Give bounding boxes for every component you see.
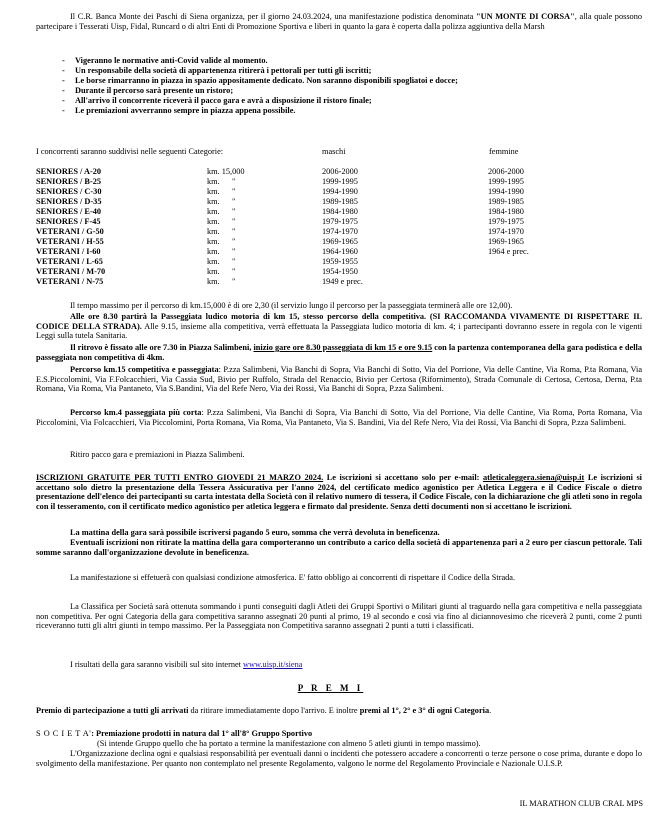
email-link[interactable]: atleticaleggera.siena@uisp.it bbox=[482, 473, 585, 482]
percorso-4: Percorso km.4 passeggiata più corta: P.zza Salimbeni, Via Banchi di Sopra, Via Banchi di Sotto, Via del Porrione, Via delle Cantine, Via Roma, Porta Romana, Via Piccolomini, Via Folcacchieri, Via Piccolomini, Porta Romana, Via Roma, Via Pantaneto, Via S. Bandini, Via del Refe Nero, Via dei Rossi, Via Banchi di Sopra, P.zza Salimbeni. bbox=[36, 408, 642, 427]
rule-item: - All'arrivo il concorrente riceverà il pacco gara e avrà a disposizione il ristoro finale; bbox=[62, 96, 372, 105]
table-row: SENIORES / D-35 km. " 1989-1985 1989-1985 bbox=[36, 197, 524, 206]
footer-signature: IL MARATHON CLUB CRAL MPS bbox=[519, 799, 643, 808]
uisp-link[interactable]: www.uisp.it/siena bbox=[243, 660, 303, 669]
table-row: SENIORES / E-40 km. " 1984-1980 1984-1980 bbox=[36, 207, 524, 216]
rule-item: - Vigeranno le normative anti-Covid valide al momento. bbox=[62, 56, 268, 65]
percorso-15: Percorso km.15 competitiva e passeggiata: P.zza Salimbeni, Via Banchi di Sopra, Via Banchi di Sotto, Via del Porrione, Via delle Cantine, Via Roma, P.ta Romana, Via E.S.Piccolomini, Via F.Folcacchieri, Via Cassia Sud, Bivio per Ruffolo, Strada del Renaccio, Bivio per Certosa (Rifornimento), Strada Comunale di Certosa, Certosa, Derna, P.ta Romana, Via Roma, Via Pantaneto, Via S.Bandini, Via del Refe Nero, Via dei Rossi, Via Banchi di Sopra, P.zza Salimbeni. bbox=[36, 365, 643, 394]
female-header: femmine bbox=[489, 147, 519, 156]
iscrizioni-paragraph: ISCRIZIONI GRATUITE PER TUTTI ENTRO GIOVEDI 21 MARZO 2024. Le iscrizioni si accettano solo per e-mail: atleticaleggera.siena@uisp.it Le iscrizioni si accettano solo dietro la presentazione della Tessera Assicurativa per l'anno 2024, del certificato medico agonistico per Atletica Leggera e il Codice Fiscale o dietro presentazione dell'elenco dei partecipanti su carta intestata della Società con il relativo numero di tessera, il Codice Fiscale, con la dichiarazione che gli atleti sono in regola con il tesseramento, con il certificato medico agonistico per atletica leggera e firmato dal presidente. Senza detti documenti non si accettano le iscrizioni. bbox=[36, 473, 642, 511]
rule-item: - Durante il percorso sarà presente un ristoro; bbox=[62, 86, 234, 95]
premi-paragraph: Premio di partecipazione a tutti gli arrivati da ritirare immediatamente dopo l'arrivo. E inoltre premi al 1°, 2° e 3° di ogni Categoria. bbox=[36, 706, 492, 715]
societa-note: (Si intende Gruppo quello che ha portato a termine la manifestazione con almeno 5 atleti giunti in tempo massimo). bbox=[97, 739, 481, 748]
passeggiata-paragraph: Alle ore 8.30 partirà la Passeggiata ludico motoria di km 15, stesso percorso della competitiva. (SI RACCOMANDA VIVAMENTE DI RISPETTARE IL CODICE DELLA STRADA). Alle 9.15, insieme alla competitiva, verrà effettuata la Passeggiata ludico motoria di km. 4; i partecipanti dovranno essere in regola con le vigenti Leggi sulla tutela Sanitaria. bbox=[36, 312, 642, 341]
table-row: VETERANI / H-55 km. " 1969-1965 1969-1965 bbox=[36, 237, 524, 246]
table-row: SENIORES / B-25 km. " 1999-1995 1999-1995 bbox=[36, 177, 524, 186]
tempo-massimo: Il tempo massimo per il percorso di km.15,000 è di ore 2,30 (il servizio lungo il percorso per la passeggiata terminerà alle ore 12,00). bbox=[70, 301, 513, 310]
risultati-paragraph: I risultati della gara saranno visibili sul sito internet www.uisp.it/siena bbox=[70, 660, 303, 669]
rule-item: - Un responsabile della società di appartenenza ritirerà i pettorali per tutti gli iscritti; bbox=[62, 66, 372, 75]
rule-item: - Le borse rimarranno in piazza in spazio appositamente dedicato. Non saranno disponibili spogliatoi e docce; bbox=[62, 76, 458, 85]
table-row: VETERANI / I-60 km. " 1964-1960 1964 e prec. bbox=[36, 247, 529, 256]
responsabilita-paragraph: L'Organizzazione declina ogni e qualsiasi responsabilità per eventuali danni o incidenti che potessero accadere a concorrenti o terze persone o cose prima, durante e dopo lo svolgimento della manifestazione. Per quanto non contemplato nel presente Regolamento, valgono le norme del Regolamento Provinciale e Nazionale U.I.S.P. bbox=[36, 749, 642, 768]
rule-item: - Le premiazioni avverranno sempre in piazza appena possibile. bbox=[62, 106, 296, 115]
ritrovo-paragraph: Il ritrovo è fissato alle ore 7.30 in Piazza Salimbeni, inizio gare ore 8.30 passeggiata di km 15 e ore 9.15 con la partenza contemporanea della gara podistica e della passeggiata non competitiva di 4km. bbox=[36, 343, 642, 362]
table-row: SENIORES / A-20 km. 15,000 2006-2000 2006-2000 bbox=[36, 167, 524, 176]
categories-label: I concorrenti saranno suddivisi nelle seguenti Categorie: bbox=[36, 147, 224, 156]
table-row: VETERANI / N-75 km. " 1949 e prec. bbox=[36, 277, 363, 286]
intro-paragraph bbox=[36, 12, 642, 31]
table-row: VETERANI / M-70 km. " 1954-1950 bbox=[36, 267, 358, 276]
mattina-paragraph: La mattina della gara sarà possibile iscriversi pagando 5 euro, somma che verrà devoluta in beneficenza. bbox=[70, 528, 440, 537]
ritiro-pacco: Ritiro pacco gara e premiazioni in Piazza Salimbeni. bbox=[70, 450, 245, 459]
intro-text: Il C.R. Banca Monte dei Paschi di Siena organizza, per il giorno 24.03.2024, una manifestazione podistica denominata bbox=[70, 12, 476, 21]
intro-text-2: , alla quale possono partecipare i Tesserati Uisp, Fidal, Runcard o di altri Enti di Promozione Sportiva e liberi in quanto la gara è coperta dalla polizza aggiuntiva della Marsh bbox=[36, 12, 642, 31]
rules-list bbox=[62, 56, 622, 116]
societa-line: S O C I E T A': Premiazione prodotti in natura dal 1° all'8° Gruppo Sportivo bbox=[36, 729, 313, 738]
classifica-paragraph: La Classifica per Società sarà ottenuta sommando i punti conseguiti dagli Atleti dei Gruppi Sportivi o Militari giunti al traguardo nella gara competitiva e nella passeggiata non competitiva. Per ogni Categoria della gara competitiva saranno assegnati 20 punti al primo, 19 al secondo e così via fino al diciannovesimo che riceverà 2 punti, come 2 punti riceveranno tutti gli altri giunti in tempo massimo. Per la Passeggiata non Competitiva saranno assegnati 2 punti a tutti i classificati. bbox=[36, 602, 642, 631]
table-row: VETERANI / G-50 km. " 1974-1970 1974-1970 bbox=[36, 227, 524, 236]
manifestazione-paragraph: La manifestazione si effetuerà con qualsiasi condizione atmosferica. E' fatto obbligo ai concorrenti di rispettare il Codice della Strada. bbox=[70, 573, 516, 582]
eventuali-paragraph: Eventuali iscrizioni non ritirate la mattina della gara comporteranno un contributo a carico della società di appartenenza pari a 2 euro per ciascun pettorale. Tali somme saranno dall'organizzazione devolute in beneficenza. bbox=[36, 538, 642, 557]
table-row: SENIORES / C-30 km. " 1994-1990 1994-1990 bbox=[36, 187, 524, 196]
table-row: SENIORES / F-45 km. " 1979-1975 1979-1975 bbox=[36, 217, 524, 226]
premi-title: P R E M I bbox=[297, 683, 364, 693]
male-header: maschi bbox=[322, 147, 346, 156]
event-name: "UN MONTE DI CORSA" bbox=[475, 12, 575, 21]
table-row: VETERANI / L-65 km. " 1959-1955 bbox=[36, 257, 358, 266]
